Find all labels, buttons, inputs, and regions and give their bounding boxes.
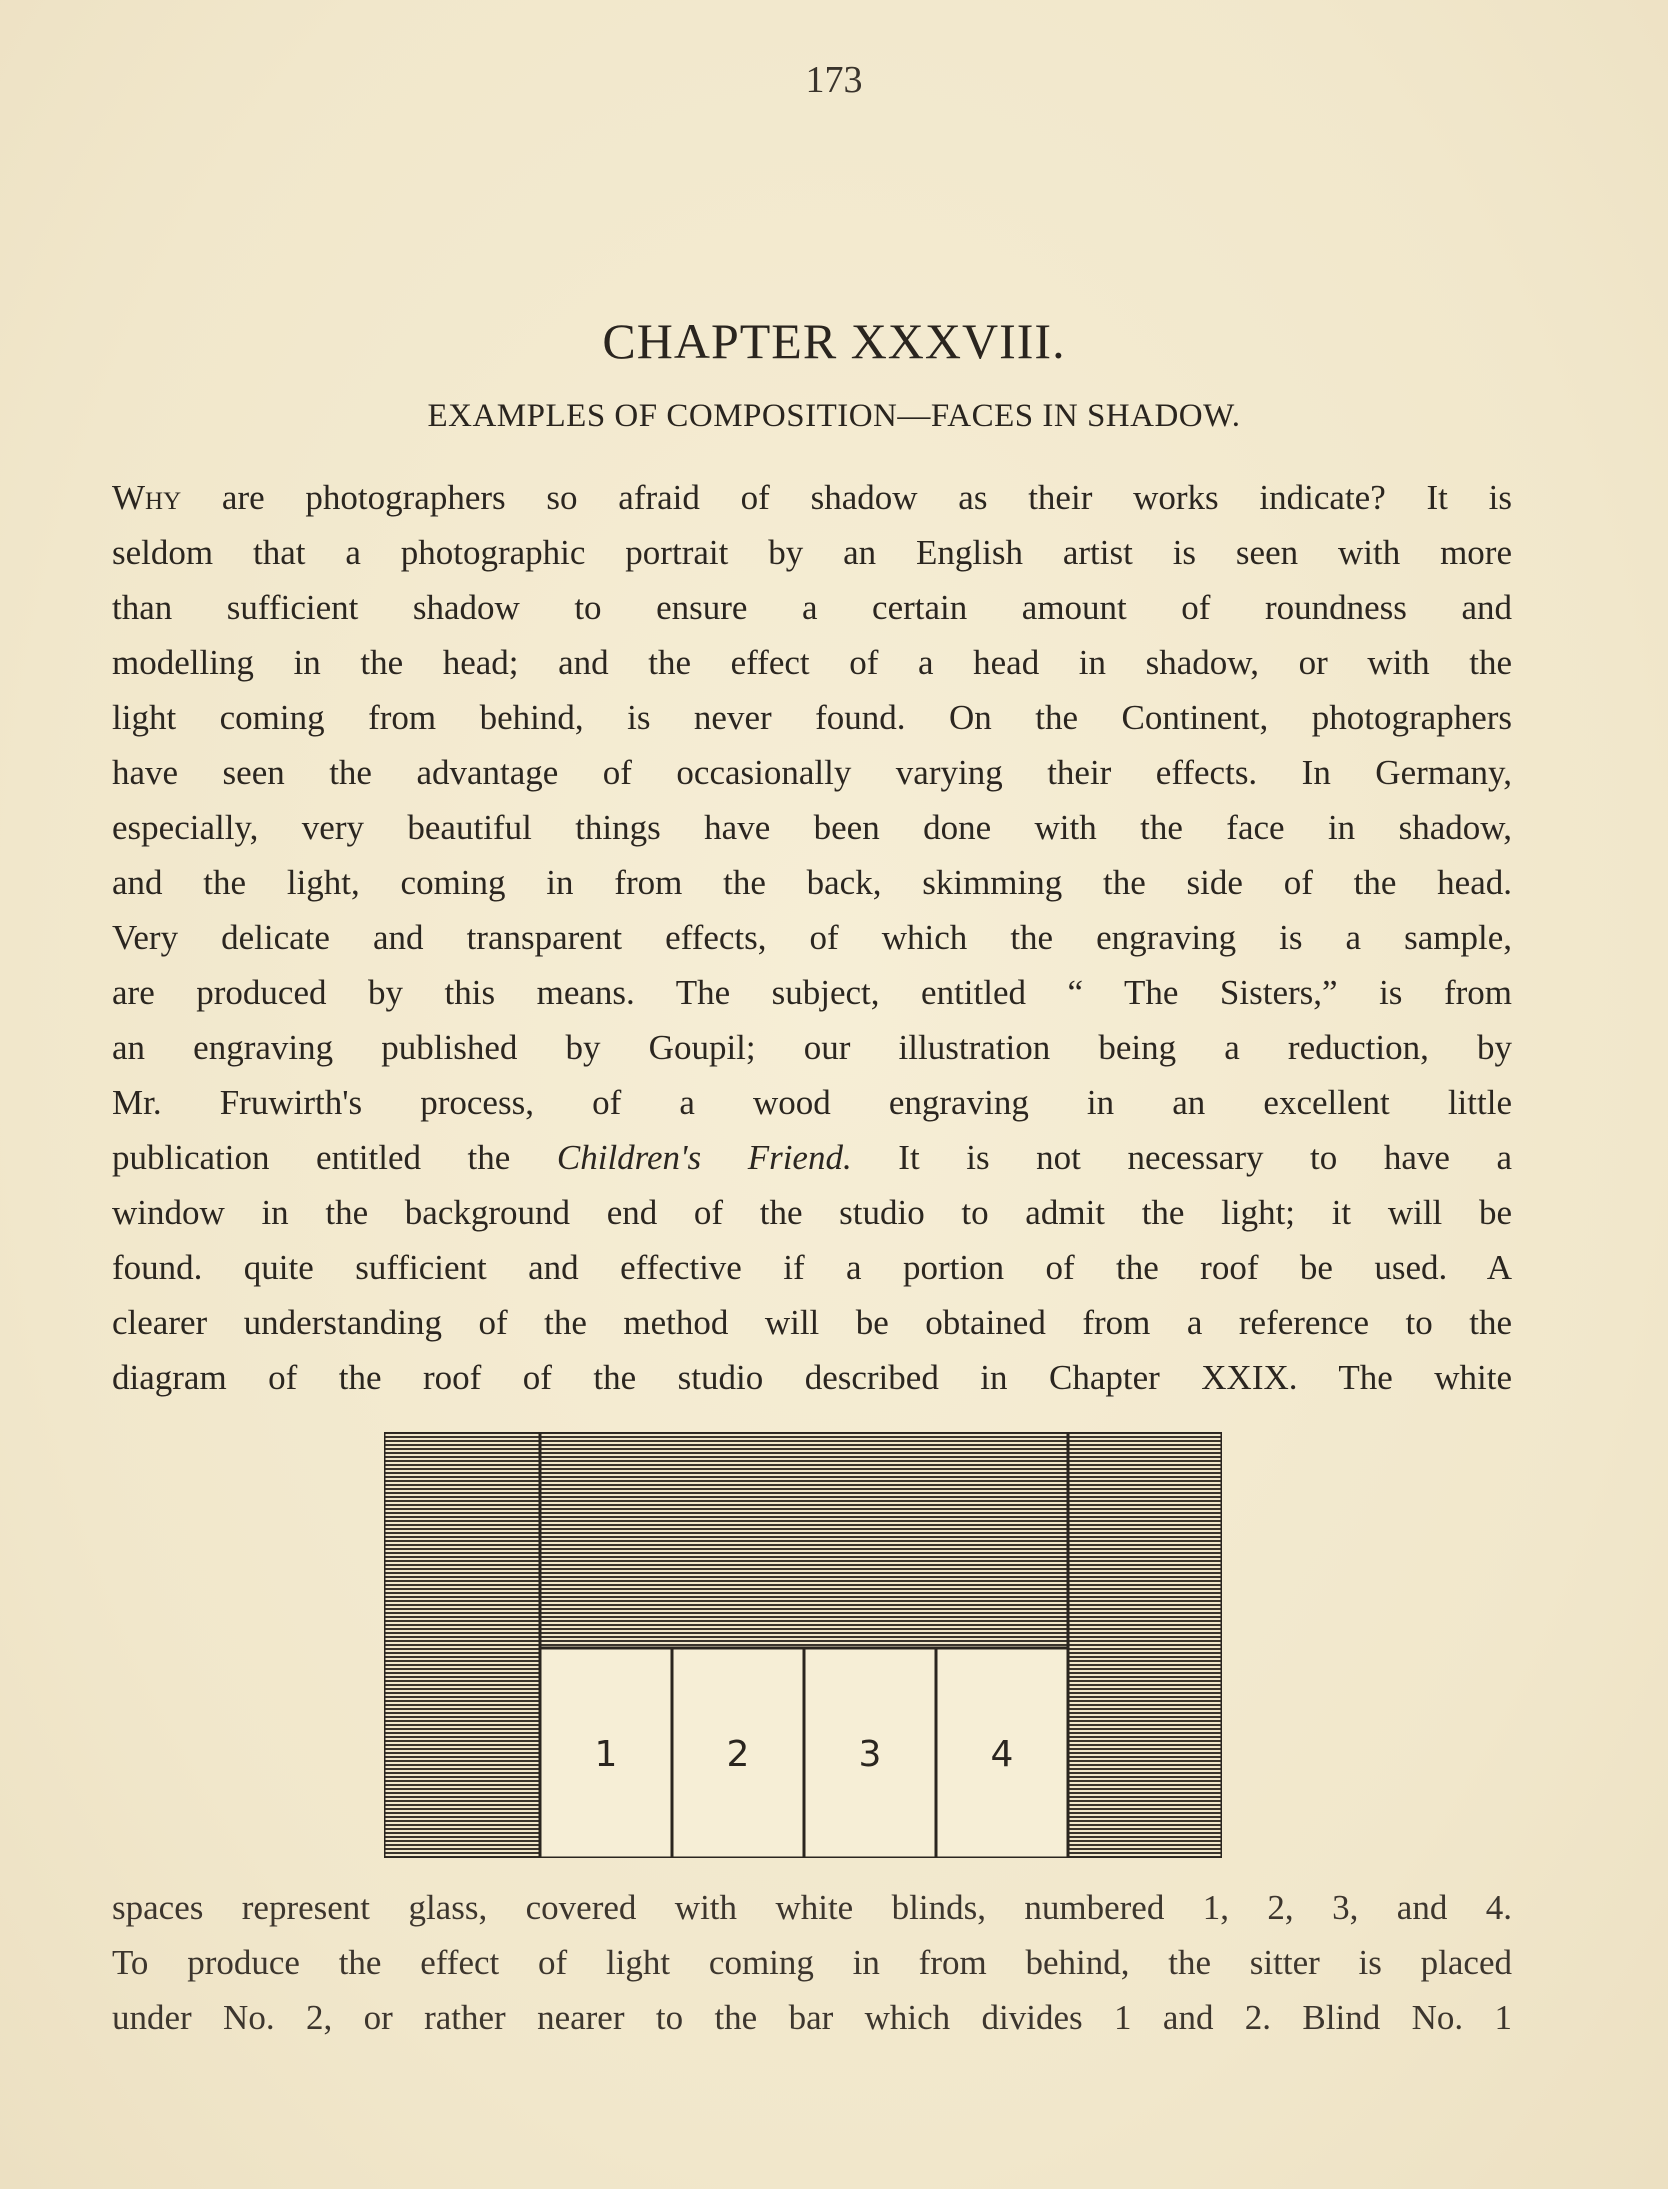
page-number: 173 xyxy=(805,59,863,101)
text-line: especially, very beautiful things have been done with the face in shadow, xyxy=(112,808,1512,847)
studio-roof-diagram xyxy=(384,1432,1222,1858)
text-line: under No. 2, or rather nearer to the bar which divides 1 and 2. Blind No. 1 xyxy=(112,1998,1512,2037)
text-line: found. quite sufficient and effective if a portion of the roof be used. A xyxy=(112,1248,1512,1287)
blind-label-3: 3 xyxy=(858,1734,882,1775)
text-line: modelling in the head; and the effect of a head in shadow, or with the xyxy=(112,643,1512,682)
chapter-title: CHAPTER XXXVIII. xyxy=(602,313,1066,369)
text-line: diagram of the roof of the studio described in Chapter XXIX. The white xyxy=(112,1358,1512,1397)
text-line: than sufficient shadow to ensure a certain amount of roundness and xyxy=(112,588,1512,627)
blind-label-1: 1 xyxy=(594,1734,618,1775)
lead-word: Why xyxy=(112,478,182,517)
text-line: To produce the effect of light coming in from behind, the sitter is placed xyxy=(112,1943,1512,1982)
text-line: have seen the advantage of occasionally varying their effects. In Germany, xyxy=(112,753,1512,792)
text-line: are produced by this means. The subject, entitled “ The Sisters,” is from xyxy=(112,973,1512,1012)
text-line: and the light, coming in from the back, skimming the side of the head. xyxy=(112,863,1512,902)
text-line: spaces represent glass, covered with white blinds, numbered 1, 2, 3, and 4. xyxy=(112,1888,1512,1927)
text-line: clearer understanding of the method will be obtained from a reference to the xyxy=(112,1303,1512,1342)
paragraph-top xyxy=(112,470,1512,1405)
left-roof-section xyxy=(384,1432,540,1858)
text-line: window in the background end of the studio to admit the light; it will be xyxy=(112,1193,1512,1232)
blind-label-2: 2 xyxy=(726,1734,750,1775)
text-line: Very delicate and transparent effects, of which the engraving is a sample, xyxy=(112,918,1512,957)
text-line: seldom that a photographic portrait by an English artist is seen with more xyxy=(112,533,1512,572)
paragraph-bottom xyxy=(112,1880,1512,2045)
chapter-subtitle: EXAMPLES OF COMPOSITION—FACES IN SHADOW. xyxy=(427,398,1241,434)
text-line: an engraving published by Goupil; our illustration being a reduction, by xyxy=(112,1028,1512,1067)
text-line-italic: publication entitled the Children's Friend. It is not necessary to have a xyxy=(112,1138,1512,1177)
blind-label-4: 4 xyxy=(990,1734,1014,1775)
text-line: Why are photographers so afraid of shadow as their works indicate? It is xyxy=(112,478,1512,517)
right-roof-section xyxy=(1068,1432,1222,1858)
text-line: light coming from behind, is never found. On the Continent, photographers xyxy=(112,698,1512,737)
text-line: Mr. Fruwirth's process, of a wood engraving in an excellent little xyxy=(112,1083,1512,1122)
top-roof-section xyxy=(540,1432,1068,1648)
italic-title: Children's Friend. xyxy=(556,1138,852,1177)
